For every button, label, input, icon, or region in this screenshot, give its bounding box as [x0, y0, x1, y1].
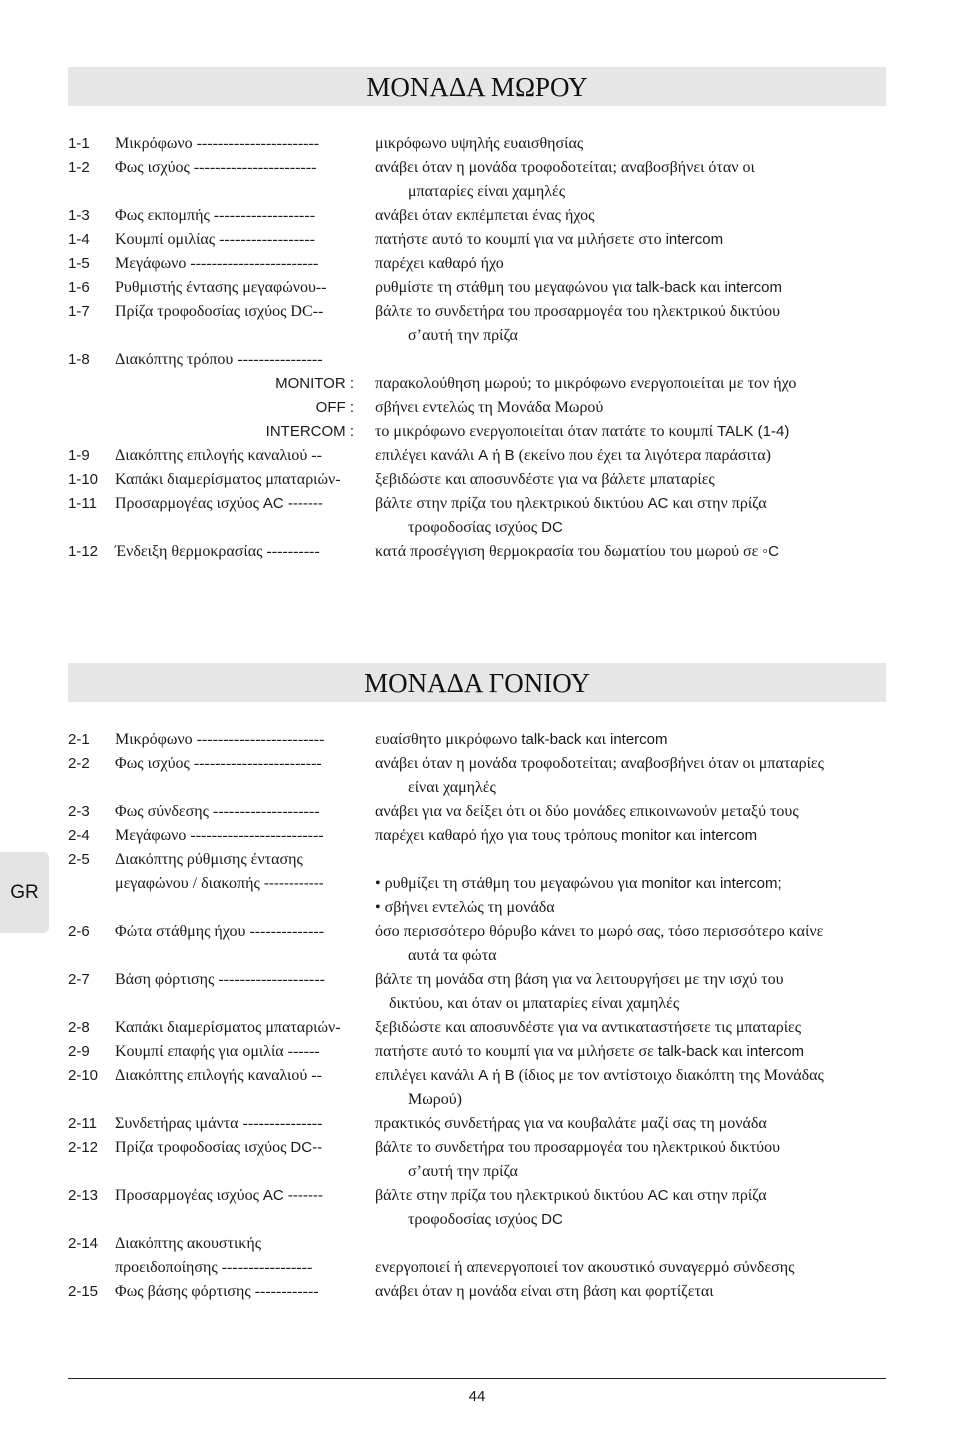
desc-latin: AC: [647, 495, 669, 512]
list-item: [0, 300, 954, 324]
item-number: 1-2: [68, 159, 90, 176]
list-item: [0, 1256, 954, 1280]
item-description: [375, 204, 594, 228]
item-label: [115, 1184, 323, 1208]
desc-latin: B: [504, 1067, 515, 1084]
desc-text: βάλτε το συνδετήρα του προσαρμογέα του ηλεκτρικού δικτύου: [375, 303, 781, 320]
item-label: [115, 252, 318, 276]
desc-text: και στην πρίζα: [668, 1187, 767, 1204]
item-description: [375, 968, 784, 992]
list-item-continuation: [0, 992, 954, 1016]
desc-text: σ’αυτή την πρίζα: [408, 1163, 518, 1180]
desc-latin: monitor: [641, 875, 692, 892]
desc-text: ανάβει για να δείξει ότι οι δύο μονάδες επικοινωνούν μεταξύ τους: [375, 803, 799, 820]
item-number: 2-13: [68, 1187, 99, 1204]
item-number: 2-5: [68, 851, 90, 868]
item-description-continued: [408, 324, 518, 348]
desc-text: ανάβει όταν η μονάδα τροφοδοτείται; αναβοσβήνει όταν οι: [375, 159, 755, 176]
list-item: [0, 728, 954, 752]
language-tab: GR: [0, 852, 49, 933]
desc-text: βάλτε τη μονάδα στη βάση για να λειτουργήσει με την ισχύ του: [375, 971, 784, 988]
baby-unit-title: ΜΟΝΑΔΑ ΜΩΡΟΥ: [68, 67, 886, 106]
item-description-continued: [408, 180, 565, 204]
item-description: [375, 1040, 804, 1064]
item-label-text: μεγαφώνου / διακοπής: [115, 875, 264, 892]
item-label-text: Κουμπί ομιλίας ------------------: [115, 231, 316, 248]
desc-text: ρυθμίστε τη στάθμη του μεγαφώνου για: [375, 279, 636, 296]
item-label: [115, 968, 325, 992]
desc-latin: intercom: [746, 1043, 805, 1060]
desc-latin: monitor: [620, 827, 671, 844]
list-item: [0, 1112, 954, 1136]
item-number: 2-8: [68, 1019, 90, 1036]
list-item-continuation: [0, 1160, 954, 1184]
item-number: 1-9: [68, 447, 90, 464]
desc-text: ή: [488, 1067, 505, 1084]
item-label-text: Βάση φόρτισης --------------------: [115, 971, 325, 988]
item-label: [115, 156, 316, 180]
item-label: [115, 132, 319, 156]
item-description: [375, 540, 779, 564]
item-number: 2-7: [68, 971, 90, 988]
item-label-text: Διακόπτης ρύθμισης έντασης: [115, 851, 303, 868]
desc-text: βάλτε το συνδετήρα του προσαρμογέα του ηλεκτρικού δικτύου: [375, 1139, 781, 1156]
item-description: [375, 372, 796, 396]
list-item: [0, 824, 954, 848]
item-description: [375, 800, 799, 824]
desc-text: παρέχει καθαρό ήχο για τους τρόπους: [375, 827, 621, 844]
list-item: [0, 848, 954, 872]
item-description: [375, 444, 771, 468]
item-number: 2-14: [68, 1235, 99, 1252]
item-number: 1-4: [68, 231, 90, 248]
desc-text: όσο περισσότερο θόρυβο κάνει το μωρό σας, τόσο περισσότερο καίνε: [375, 923, 824, 940]
list-item-continuation: [0, 516, 954, 540]
item-description-continued: [408, 776, 496, 800]
list-item: [0, 920, 954, 944]
desc-text: ξεβιδώστε και αποσυνδέστε για να αντικαταστήσετε τις μπαταρίες: [375, 1019, 802, 1036]
desc-text: επιλέγει κανάλι: [375, 1067, 479, 1084]
list-item: [0, 968, 954, 992]
desc-text: πρακτικός συνδετήρας για να κουβαλάτε μαζί σας τη μονάδα: [375, 1115, 767, 1132]
item-description: [375, 824, 757, 848]
item-number: 2-6: [68, 923, 90, 940]
item-label: [115, 1232, 261, 1256]
item-label: [115, 1016, 341, 1040]
item-number: 1-5: [68, 255, 90, 272]
desc-text: είναι χαμηλές: [408, 779, 496, 796]
parent-unit-title: ΜΟΝΑΔΑ ΓΟΝΙΟΥ: [68, 663, 886, 702]
item-label-text: Φώτα στάθμης ήχου --------------: [115, 923, 325, 940]
desc-latin: intercom: [665, 231, 724, 248]
desc-latin: intercom: [609, 731, 668, 748]
desc-text: • σβήνει εντελώς τη μονάδα: [375, 899, 555, 916]
list-item: [0, 348, 954, 372]
list-item-continuation: [0, 1088, 954, 1112]
desc-text: ξεβιδώστε και αποσυνδέστε για να βάλετε μπαταρίες: [375, 471, 715, 488]
item-description: [375, 420, 789, 444]
item-number: 2-2: [68, 755, 90, 772]
desc-text: ανάβει όταν η μονάδα είναι στη βάση και φορτίζεται: [375, 1283, 714, 1300]
desc-text: επιλέγει κανάλι: [375, 447, 479, 464]
item-label: [115, 1064, 322, 1088]
list-item: [0, 396, 954, 420]
item-label-text: Διακόπτης επιλογής καναλιού --: [115, 447, 322, 464]
item-label-text: Φως εκπομπής -------------------: [115, 207, 316, 224]
item-label: [115, 1136, 322, 1160]
desc-latin: DC: [541, 1211, 563, 1228]
item-label-text: Συνδετήρας ιμάντα ---------------: [115, 1115, 323, 1132]
list-item: [0, 1064, 954, 1088]
desc-latin: B: [504, 447, 515, 464]
item-label: [115, 920, 324, 944]
item-description-continued: [389, 992, 679, 1016]
list-item: [0, 372, 954, 396]
list-item: [0, 1184, 954, 1208]
item-label-latin: AC -------: [262, 1187, 323, 1204]
item-label: [115, 228, 315, 252]
item-number: 1-11: [68, 495, 97, 512]
mode-option: OFF :: [315, 399, 354, 416]
item-label-text: Διακόπτης ακουστικής: [115, 1235, 262, 1252]
desc-text: πατήστε αυτό το κουμπί για να μιλήσετε σε: [375, 1043, 658, 1060]
list-item: [0, 492, 954, 516]
item-number: 1-3: [68, 207, 90, 224]
item-number: 2-3: [68, 803, 90, 820]
desc-latin: DC: [541, 519, 563, 536]
item-description: [375, 1136, 780, 1160]
desc-text: σβήνει εντελώς τη Μονάδα Μωρού: [375, 399, 604, 416]
item-number: 2-12: [68, 1139, 99, 1156]
item-description-continued: [408, 516, 563, 540]
footer-rule: [68, 1378, 886, 1379]
desc-text: τροφοδοσίας ισχύος: [408, 519, 542, 536]
page-number: 44: [468, 1388, 486, 1405]
item-label-text: Μεγάφωνο -------------------------: [115, 827, 324, 844]
desc-text: αυτά τα φώτα: [408, 947, 497, 964]
desc-text: και: [717, 1043, 747, 1060]
item-label: [115, 492, 323, 516]
desc-text: πατήστε αυτό το κουμπί για να μιλήσετε στο: [375, 231, 666, 248]
item-description: [375, 1064, 824, 1088]
list-item: [0, 1040, 954, 1064]
list-item: [0, 1280, 954, 1304]
item-description: [375, 1184, 767, 1208]
list-item-continuation: [0, 776, 954, 800]
item-description: [375, 920, 823, 944]
item-label: [115, 300, 323, 324]
item-label-text: Διακόπτης επιλογής καναλιού --: [115, 1067, 322, 1084]
item-description: [375, 132, 583, 156]
list-item: [0, 896, 954, 920]
list-item: [0, 252, 954, 276]
desc-latin: AC: [647, 1187, 669, 1204]
item-description: [375, 752, 824, 776]
item-label-text: Πρίζα τροφοδοσίας ισχύος: [115, 1139, 291, 1156]
item-description: [375, 1016, 801, 1040]
desc-text: και: [691, 875, 720, 892]
item-label-text: Καπάκι διαμερίσματος μπαταριών-: [115, 471, 341, 488]
item-label-latin: DC--: [290, 1139, 323, 1156]
item-label: [115, 468, 341, 492]
item-label-latin: AC -------: [262, 495, 323, 512]
desc-text: μπαταρίες είναι χαμηλές: [408, 183, 566, 200]
item-label-text: Κουμπί επαφής για ομιλία ------: [115, 1043, 320, 1060]
item-number: 1-8: [68, 351, 90, 368]
item-number: 1-7: [68, 303, 90, 320]
list-item: [0, 444, 954, 468]
item-description: [375, 1112, 767, 1136]
item-label: [115, 800, 320, 824]
list-item: [0, 540, 954, 564]
item-description: [375, 1256, 794, 1280]
item-label: [115, 444, 322, 468]
item-number: 2-11: [68, 1115, 97, 1132]
desc-latin: A: [478, 447, 489, 464]
desc-text: το μικρόφωνο ενεργοποιείται όταν πατάτε το κουμπί: [375, 423, 718, 440]
list-item: [0, 752, 954, 776]
item-number: 2-10: [68, 1067, 99, 1084]
item-label-text: προειδοποίησης -----------------: [115, 1259, 313, 1276]
item-label-text: Ένδειξη θερμοκρασίας ----------: [115, 543, 320, 560]
item-number: 2-1: [68, 731, 90, 748]
item-description: [375, 492, 767, 516]
desc-latin: A: [478, 1067, 489, 1084]
item-description: [375, 228, 723, 252]
item-description: [375, 396, 603, 420]
desc-text: και: [581, 731, 610, 748]
list-item: [0, 204, 954, 228]
list-item-continuation: [0, 944, 954, 968]
item-description-continued: [408, 1160, 518, 1184]
desc-text: και στην πρίζα: [668, 495, 767, 512]
item-label-text: Μικρόφωνο ------------------------: [115, 731, 325, 748]
item-label-text: Μεγάφωνο ------------------------: [115, 255, 319, 272]
desc-latin: talk-back: [521, 731, 582, 748]
desc-latin: intercom: [699, 827, 758, 844]
item-label-text: Μικρόφωνο -----------------------: [115, 135, 320, 152]
item-label-text: Προσαρμογέας ισχύος: [115, 495, 263, 512]
item-description: [375, 872, 782, 896]
desc-text: παρέχει καθαρό ήχο: [375, 255, 504, 272]
item-label: [115, 1040, 320, 1064]
item-label: [115, 872, 324, 896]
desc-latin: intercom: [724, 279, 783, 296]
item-description: [375, 1280, 714, 1304]
item-description-continued: [408, 1208, 563, 1232]
desc-latin: intercom;: [719, 875, 782, 892]
item-label: [115, 540, 320, 564]
item-number: 1-6: [68, 279, 90, 296]
item-label-text: Φως ισχύος ------------------------: [115, 755, 322, 772]
item-label: [115, 824, 324, 848]
desc-latin: talk-back: [657, 1043, 718, 1060]
desc-latin: C: [768, 543, 779, 560]
desc-text: Μωρού): [408, 1091, 462, 1108]
list-item: [0, 872, 954, 896]
list-item: [0, 276, 954, 300]
item-label: [115, 728, 324, 752]
item-label: [115, 848, 303, 872]
item-description: [375, 156, 755, 180]
desc-text: (εκείνο που έχει τα λιγότερα παράσιτα): [514, 447, 771, 464]
item-number: 1-10: [68, 471, 99, 488]
item-label: [115, 276, 327, 300]
desc-text: ανάβει όταν εκπέμπεται ένας ήχος: [375, 207, 595, 224]
desc-text: μικρόφωνο υψηλής ευαισθησίας: [375, 135, 584, 152]
list-item: [0, 420, 954, 444]
list-item: [0, 1136, 954, 1160]
desc-text: και: [670, 827, 700, 844]
desc-text: και: [695, 279, 725, 296]
list-item: [0, 132, 954, 156]
list-item: [0, 228, 954, 252]
item-description: [375, 896, 555, 920]
item-number: 2-9: [68, 1043, 90, 1060]
item-label: [115, 1256, 312, 1280]
list-item-continuation: [0, 324, 954, 348]
desc-text: ή: [488, 447, 505, 464]
mode-option: MONITOR :: [275, 375, 354, 392]
list-item-continuation: [0, 1208, 954, 1232]
item-label: [115, 752, 322, 776]
desc-text: βάλτε στην πρίζα του ηλεκτρικού δικτύου: [375, 1187, 648, 1204]
item-label: [115, 1280, 319, 1304]
item-label-latin: ------------: [263, 875, 324, 892]
list-item: [0, 1016, 954, 1040]
item-label-text: Διακόπτης τρόπου ----------------: [115, 351, 323, 368]
list-item-continuation: [0, 180, 954, 204]
desc-text: τροφοδοσίας ισχύος: [408, 1211, 542, 1228]
item-description-continued: [408, 1088, 462, 1112]
item-number: 1-12: [68, 543, 99, 560]
desc-text: παρακολούθηση μωρού; το μικρόφωνο ενεργοποιείται με τον ήχο: [375, 375, 797, 392]
item-description: [375, 276, 782, 300]
item-description: [375, 252, 504, 276]
item-label-text: Καπάκι διαμερίσματος μπαταριών-: [115, 1019, 341, 1036]
item-number: 2-4: [68, 827, 90, 844]
item-number: 2-15: [68, 1283, 99, 1300]
item-label-text: Φως σύνδεσης --------------------: [115, 803, 320, 820]
item-label-text: Ρυθμιστής έντασης μεγαφώνου--: [115, 279, 327, 296]
desc-text: σ’αυτή την πρίζα: [408, 327, 518, 344]
desc-text: • ρυθμίζει τη στάθμη του μεγαφώνου για: [375, 875, 642, 892]
item-label-text: Προσαρμογέας ισχύος: [115, 1187, 263, 1204]
desc-text: ενεργοποιεί ή απενεργοποιεί τον ακουστικό συναγερμό σύνδεσης: [375, 1259, 795, 1276]
list-item: [0, 468, 954, 492]
mode-option: INTERCOM :: [265, 423, 354, 440]
desc-text: (ίδιος με τον αντίστοιχο διακόπτη της Μονάδας: [514, 1067, 824, 1084]
item-description: [375, 300, 780, 324]
desc-text: βάλτε στην πρίζα του ηλεκτρικού δικτύου: [375, 495, 648, 512]
item-number: 1-1: [68, 135, 90, 152]
item-label-text: Πρίζα τροφοδοσίας ισχύος DC--: [115, 303, 324, 320]
desc-latin: talk-back: [635, 279, 696, 296]
item-label: [115, 348, 323, 372]
list-item: [0, 156, 954, 180]
item-description: [375, 468, 715, 492]
item-label-text: Φως βάσης φόρτισης ------------: [115, 1283, 319, 1300]
item-description-continued: [408, 944, 497, 968]
desc-text: δικτύου, και όταν οι μπαταρίες είναι χαμηλές: [389, 995, 680, 1012]
desc-latin: TALK (1-4): [717, 423, 790, 440]
desc-text: ευαίσθητο μικρόφωνο: [375, 731, 522, 748]
item-description: [375, 728, 668, 752]
item-label: [115, 1112, 322, 1136]
desc-text: ανάβει όταν η μονάδα τροφοδοτείται; αναβοσβήνει όταν οι μπαταρίες: [375, 755, 824, 772]
list-item: [0, 800, 954, 824]
desc-text: κατά προσέγγιση θερμοκρασία του δωματίου του μωρού σε ◦: [375, 543, 769, 560]
item-label-text: Φως ισχύος -----------------------: [115, 159, 317, 176]
item-label: [115, 204, 315, 228]
list-item: [0, 1232, 954, 1256]
